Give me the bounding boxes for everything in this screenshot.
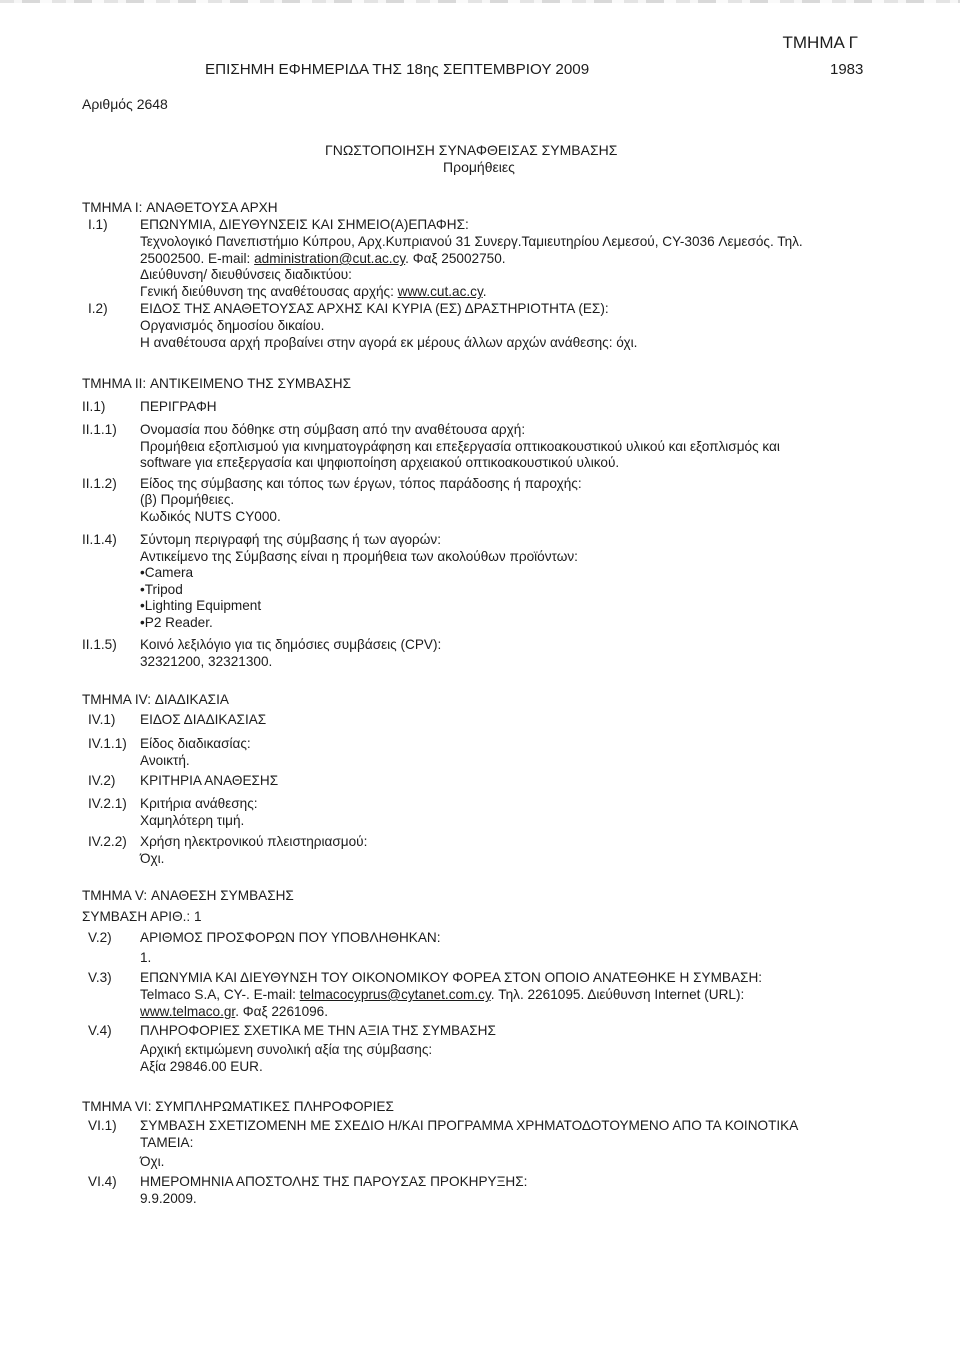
section-5-heading: ΤΜΗΜΑ V: ΑΝΑΘΕΣΗ ΣΥΜΒΑΣΗΣ: [82, 888, 294, 903]
v3-website-link: www.telmaco.gr: [140, 1004, 236, 1019]
section-6-heading: ΤΜΗΜΑ VI: ΣΥΜΠΛΗΡΩΜΑΤΙΚΕΣ ΠΛΗΡΟΦΟΡΙΕΣ: [82, 1099, 394, 1114]
v3-number: V.3): [88, 970, 112, 985]
v3-label: ΕΠΩΝΥΜΙΑ ΚΑΙ ΔΙΕΥΘΥΝΣΗ ΤΟΥ ΟΙΚΟΝΟΜΙΚΟΥ ΦΟΡΕΑ ΣΤΟΝ ΟΠΟΙΟ ΑΝΑΤΕΘΗΚΕ Η ΣΥΜΒΑΣΗ:: [140, 970, 763, 985]
iv11-label: Είδος διαδικασίας:: [140, 736, 251, 751]
i1-number: I.1): [88, 217, 108, 232]
v4-value: Αξία 29846.00 EUR.: [140, 1059, 263, 1074]
notice-title: ΓΝΩΣΤΟΠΟΙΗΣΗ ΣΥΝΑΦΘΕΙΣΑΣ ΣΥΜΒΑΣΗΣ: [325, 142, 618, 158]
scan-edge: [0, 0, 960, 3]
i2-number: I.2): [88, 301, 108, 316]
iv22-value: Όχι.: [140, 851, 165, 866]
i1-contact-line: [140, 251, 506, 267]
ii11-text-line: Προμήθεια εξοπλισμού για κινηματογράφηση και επεξεργασία οπτικοακουστικού υλικού και εξοπλισμός και: [140, 439, 780, 454]
gazette-title: ΕΠΙΣΗΜΗ ΕΦΗΜΕΡΙΔΑ ΤΗΣ 18ης ΣΕΠΤΕΜΒΡΙΟΥ 2009: [205, 61, 590, 78]
v2-label: ΑΡΙΘΜΟΣ ΠΡΟΣΦΟΡΩΝ ΠΟΥ ΥΠΟΒΛΗΘΗΚΑΝ:: [140, 930, 441, 945]
i1-website-end: .: [482, 284, 487, 299]
section-4-heading: ΤΜΗΜΑ IV: ΔΙΑΔΙΚΑΣΙΑ: [82, 692, 229, 707]
iv21-number: IV.2.1): [88, 796, 127, 811]
i1-web-label: Διεύθυνση/ διευθύνσεις διαδικτύου:: [140, 267, 352, 282]
ii12-label: Είδος της σύμβασης και τόπος των έργων, τόπος παράδοσης ή παροχής:: [140, 476, 582, 491]
vi4-number: VI.4): [88, 1174, 117, 1189]
ii1-label: ΠΕΡΙΓΡΑΦΗ: [140, 399, 217, 414]
ii12-type: (β) Προμήθειες.: [140, 492, 235, 507]
ii11-number: II.1.1): [82, 422, 117, 437]
iv2-number: IV.2): [88, 773, 116, 788]
i1-website-link: www.cut.ac.cy: [397, 284, 483, 299]
vi4-label: ΗΜΕΡΟΜΗΝΙΑ ΑΠΟΣΤΟΛΗΣ ΤΗΣ ΠΑΡΟΥΣΑΣ ΠΡΟΚΗΡΥΞΗΣ:: [140, 1174, 528, 1189]
v2-number: V.2): [88, 930, 112, 945]
v3-name: Telmaco S.A, CY-. E-mail:: [140, 987, 300, 1002]
section-2-heading: ΤΜΗΜΑ II: ΑΝΤΙΚΕΙΜΕΝΟ ΤΗΣ ΣΥΜΒΑΣΗΣ: [82, 376, 352, 391]
product-item: •P2 Reader.: [140, 615, 213, 630]
v3-website-line: [140, 1004, 328, 1020]
iv11-number: IV.1.1): [88, 736, 127, 751]
i2-on-behalf: Η αναθέτουσα αρχή προβαίνει στην αγορά εκ μέρους άλλων αρχών ανάθεσης: όχι.: [140, 335, 638, 350]
iv1-number: IV.1): [88, 712, 116, 727]
iv21-label: Κριτήρια ανάθεσης:: [140, 796, 258, 811]
ii14-label: Σύντομη περιγραφή της σύμβασης ή των αγορών:: [140, 532, 441, 547]
i1-website-line: [140, 284, 487, 300]
ii11-text-line: software για επεξεργασία και ψηφιοποίηση αρχειακού οπτικοακουστικού υλικού.: [140, 455, 620, 470]
ii14-number: II.1.4): [82, 532, 117, 547]
vi1-value: Όχι.: [140, 1154, 165, 1169]
iv22-number: IV.2.2): [88, 834, 127, 849]
notice-number: Αριθμός 2648: [82, 96, 168, 112]
vi1-label: ΣΥΜΒΑΣΗ ΣΧΕΤΙΖΟΜΕΝΗ ΜΕ ΣΧΕΔΙΟ Η/ΚΑΙ ΠΡΟΓΡΑΜΜΑ ΧΡΗΜΑΤΟΔΟΤΟΥΜΕΝΟ ΑΠΟ ΤΑ ΚΟΙΝΟΤΙΚΑ: [140, 1118, 799, 1133]
i1-label: ΕΠΩΝΥΜΙΑ, ΔΙΕΥΘΥΝΣΕΙΣ ΚΑΙ ΣΗΜΕΙΟ(Α)ΕΠΑΦΗΣ:: [140, 217, 469, 232]
ii1-number: II.1): [82, 399, 106, 414]
iv21-value: Χαμηλότερη τιμή.: [140, 813, 245, 828]
product-item: •Tripod: [140, 582, 183, 597]
i2-label: ΕΙΔΟΣ ΤΗΣ ΑΝΑΘΕΤΟΥΣΑΣ ΑΡΧΗΣ ΚΑΙ ΚΥΡΙΑ (ΕΣ) ΔΡΑΣΤΗΡΙΟΤΗΤΑ (ΕΣ):: [140, 301, 609, 316]
ii15-number: II.1.5): [82, 637, 117, 652]
iv11-value: Ανοικτή.: [140, 753, 190, 768]
i1-phone: 25002500. E-mail:: [140, 251, 255, 266]
part-label: ΤΜΗΜΑ Γ: [782, 33, 858, 52]
vi4-value: 9.9.2009.: [140, 1191, 197, 1206]
ii14-intro: Αντικείμενο της Σύμβασης είναι η προμήθεια των ακολούθων προϊόντων:: [140, 549, 578, 564]
ii11-label: Ονομασία που δόθηκε στη σύμβαση από την αναθέτουσα αρχή:: [140, 422, 526, 437]
v3-email-link: telmacocyprus@cytanet.com.cy: [299, 987, 491, 1002]
notice-subtitle: Προμήθειες: [443, 159, 515, 175]
ii15-codes: 32321200, 32321300.: [140, 654, 273, 669]
v4-estimate-label: Αρχική εκτιμώμενη συνολική αξία της σύμβασης:: [140, 1042, 433, 1057]
iv22-label: Χρήση ηλεκτρονικού πλειστηριασμού:: [140, 834, 368, 849]
ii15-label: Κοινό λεξιλόγιο για τις δημόσιες συμβάσεις (CPV):: [140, 637, 442, 652]
page-number: 1983: [830, 61, 864, 78]
product-item: •Lighting Equipment: [140, 598, 262, 613]
iv2-label: ΚΡΙΤΗΡΙΑ ΑΝΑΘΕΣΗΣ: [140, 773, 279, 788]
section-1-heading: ΤΜΗΜΑ I: ΑΝΑΘΕΤΟΥΣΑ ΑΡΧΗ: [82, 200, 278, 215]
i1-fax: . Φαξ 25002750.: [405, 251, 506, 266]
v2-value: 1.: [140, 950, 152, 965]
vi1-label-cont: ΤΑΜΕΙΑ:: [140, 1135, 194, 1150]
i2-type: Οργανισμός δημοσίου δικαίου.: [140, 318, 325, 333]
ii12-number: II.1.2): [82, 476, 117, 491]
iv1-label: ΕΙΔΟΣ ΔΙΑΔΙΚΑΣΙΑΣ: [140, 712, 267, 727]
ii12-nuts: Κωδικός NUTS CY000.: [140, 509, 281, 524]
i1-address: Τεχνολογικό Πανεπιστήμιο Κύπρου, Αρχ.Κυπριανού 31 Συνεργ.Ταμιευτηρίου Λεμεσού, CY-3036 Λεμεσός. Τηλ.: [140, 234, 803, 249]
contract-number: ΣΥΜΒΑΣΗ ΑΡΙΘ.: 1: [82, 909, 202, 924]
v3-contact-line: [140, 987, 744, 1003]
v4-number: V.4): [88, 1023, 112, 1038]
product-item: •Camera: [140, 565, 194, 580]
v3-tel-url: . Τηλ. 2261095. Διεύθυνση Internet (URL):: [490, 987, 745, 1002]
i1-email-link: administration@cut.ac.cy: [254, 251, 406, 266]
vi1-number: VI.1): [88, 1118, 117, 1133]
v3-fax: . Φαξ 2261096.: [235, 1004, 329, 1019]
i1-website-label: Γενική διεύθυνση της αναθέτουσας αρχής:: [140, 284, 398, 299]
v4-label: ΠΛΗΡΟΦΟΡΙΕΣ ΣΧΕΤΙΚΑ ΜΕ ΤΗΝ ΑΞΙΑ ΤΗΣ ΣΥΜΒΑΣΗΣ: [140, 1023, 496, 1038]
